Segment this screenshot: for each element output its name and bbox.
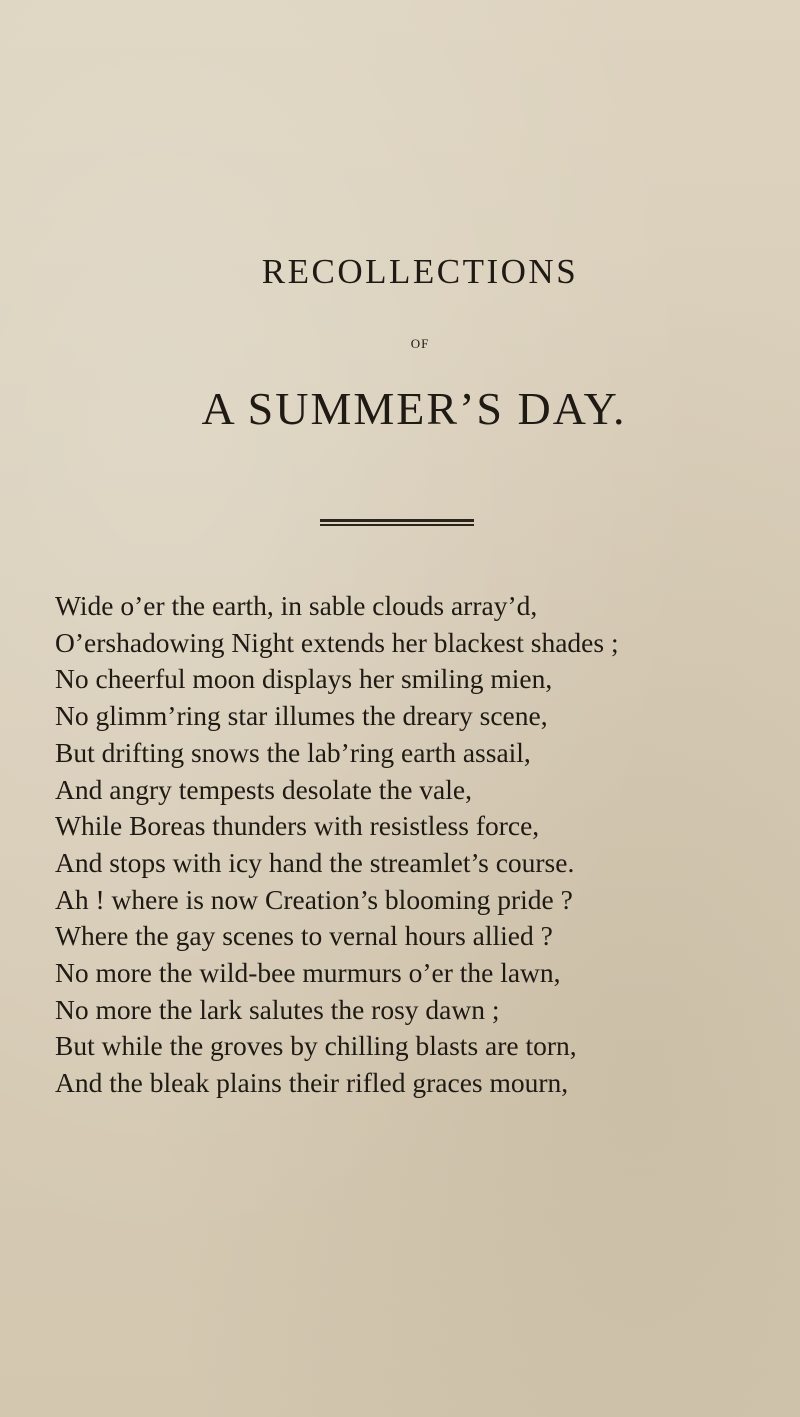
poem-line: Wide o’er the earth, in sable clouds array’d, xyxy=(55,590,538,621)
poem-line: O’ershadowing Night extends her blackest shades ; xyxy=(55,626,619,658)
poem-line: While Boreas thunders with resistless force, xyxy=(55,810,540,842)
poem-line: And the bleak plains their rifled graces mourn, xyxy=(55,1067,569,1099)
poem-line: No glimm’ring star illumes the dreary scene, xyxy=(55,700,548,732)
title-a-summers-day: A SUMMER’S DAY. xyxy=(201,383,627,434)
poem-line: And angry tempests desolate the vale, xyxy=(55,773,472,805)
poem-line: And stops with icy hand the streamlet’s course. xyxy=(55,846,575,878)
poem-line: But while the groves by chilling blasts are torn, xyxy=(55,1030,577,1062)
rule-thick-line xyxy=(320,519,474,522)
rule-thin-line xyxy=(320,524,474,526)
poem-text xyxy=(55,588,790,1102)
poem-line: Where the gay scenes to vernal hours allied ? xyxy=(55,920,553,952)
poem-line: No cheerful moon displays her smiling mien, xyxy=(55,663,553,695)
poem-line: No more the wild-bee murmurs o’er the lawn, xyxy=(55,957,561,989)
title-recollections: RECOLLECTIONS xyxy=(261,252,579,291)
double-rule-divider xyxy=(320,519,474,528)
poem-line: No more the lark salutes the rosy dawn ; xyxy=(55,993,500,1025)
title-of: OF xyxy=(410,336,430,351)
poem-line: But drifting snows the lab’ring earth assail, xyxy=(55,736,531,768)
poem-line: Ah ! where is now Creation’s blooming pride ? xyxy=(55,883,573,915)
